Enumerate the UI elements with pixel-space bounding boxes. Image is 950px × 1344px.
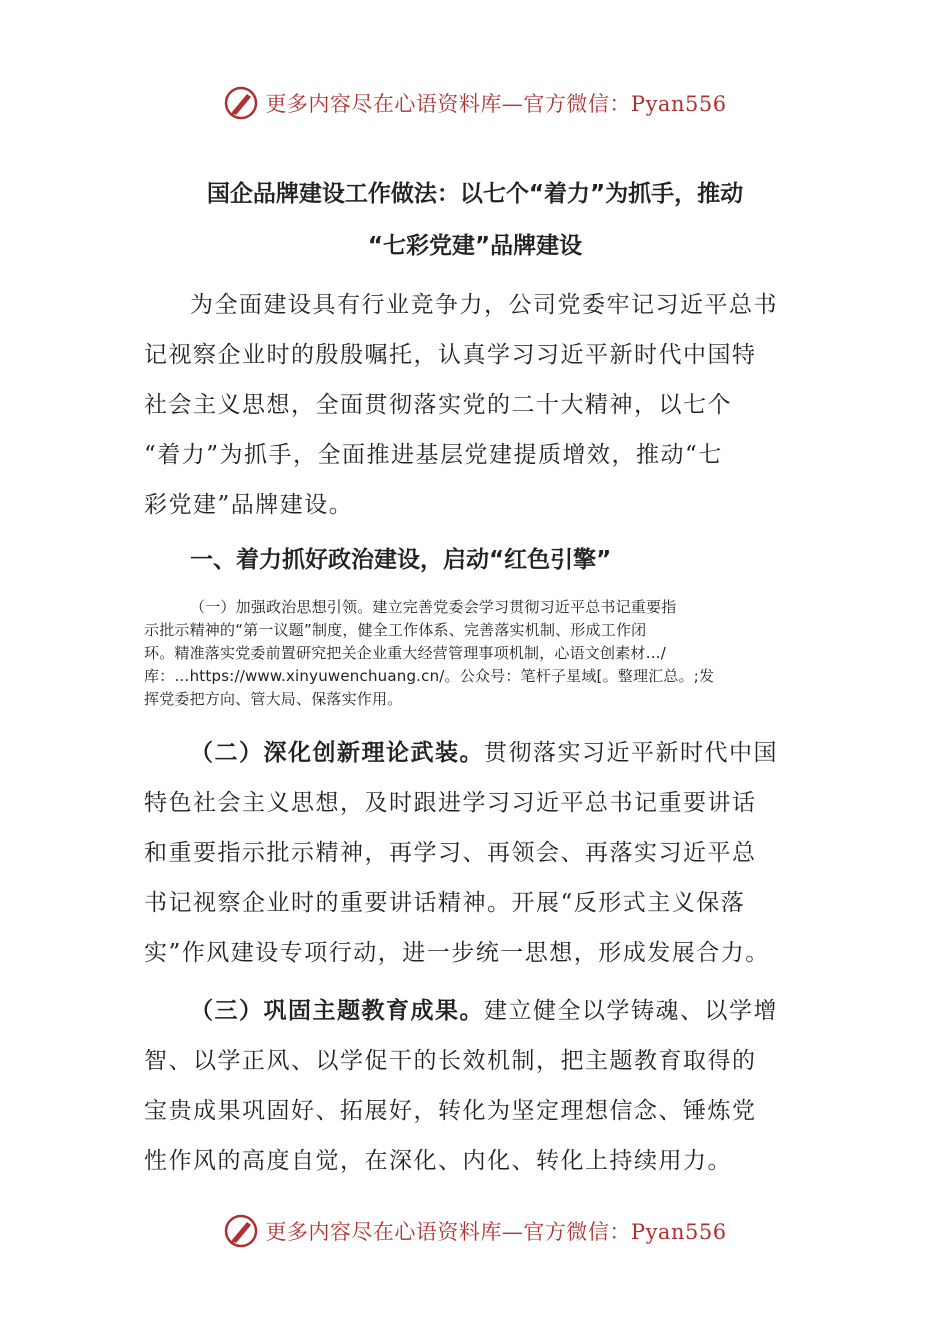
item-3-line-1: 建立健全以学铸魂、以学增 (484, 998, 778, 1024)
item-2-paragraph (144, 728, 804, 978)
text-line: 记视察企业时的殷殷嘱托，认真学习习近平新时代中国特 (144, 342, 757, 368)
header-banner (0, 78, 950, 128)
title-line-2: “七彩党建”品牌建设 (367, 233, 583, 259)
pen-in-circle-icon (223, 85, 259, 121)
text-line: 特色社会主义思想，及时跟进学习习近平总书记重要讲话 (144, 790, 757, 816)
item-3-paragraph (144, 986, 804, 1186)
footer-banner (0, 1206, 950, 1256)
text-line (144, 986, 804, 1036)
title-line-1: 国企品牌建设工作做法：以七个“着力”为抓手，推动 (206, 181, 744, 207)
text-line: 社会主义思想，全面贯彻落实党的二十大精神，以七个 (144, 392, 732, 418)
intro-paragraph (144, 280, 804, 530)
section-heading-1: 一、着力抓好政治建设，启动“红色引擎” (190, 547, 612, 573)
item-2-lead: （二）深化创新理论武装。 (190, 740, 484, 766)
text-line: （一）加强政治思想引领。建立完善党委会学习贯彻习近平总书记重要指 (190, 598, 677, 616)
text-line: 实”作风建设专项行动，进一步统一思想，形成发展合力。 (144, 940, 770, 966)
text-line: “着力”为抓手，全面推进基层党建提质增效，推动“七 (144, 442, 723, 468)
text-line: 智、以学正风、以学促干的长效机制，把主题教育取得的 (144, 1048, 757, 1074)
text-line (144, 728, 804, 778)
text-line: 环。精准落实党委前置研究把关企业重大经营管理事项机制，心语文创素材…/ (144, 644, 667, 662)
document-title (150, 168, 800, 272)
banner-text: 更多内容尽在心语资料库—官方微信：Pyan556 (265, 1220, 727, 1244)
text-line: 示批示精神的“第一议题”制度，健全工作体系、完善落实机制、形成工作闭 (144, 621, 647, 639)
text-line: 挥党委把方向、管大局、保落实作用。 (144, 690, 403, 708)
item-2-line-1: 贯彻落实习近平新时代中国 (484, 740, 778, 766)
text-line: 和重要指示批示精神，再学习、再领会、再落实习近平总 (144, 840, 757, 866)
text-line: 彩党建”品牌建设。 (144, 492, 354, 518)
text-line: 库：…https://www.xinyuwenchuang.cn/。公众号：笔杆子星域[。整理汇总。;发 (144, 667, 715, 685)
text-line: 性作风的高度自觉，在深化、内化、转化上持续用力。 (144, 1148, 732, 1174)
pen-in-circle-icon (223, 1213, 259, 1249)
banner-text: 更多内容尽在心语资料库—官方微信：Pyan556 (265, 92, 727, 116)
text-line: 为全面建设具有行业竞争力，公司党委牢记习近平总书 (190, 292, 778, 318)
text-line: 书记视察企业时的重要讲话精神。开展“反形式主义保落 (144, 890, 746, 916)
text-line: 宝贵成果巩固好、拓展好，转化为坚定理想信念、锤炼党 (144, 1098, 757, 1124)
item-3-lead: （三）巩固主题教育成果。 (190, 998, 484, 1024)
item-1-paragraph (144, 596, 809, 711)
